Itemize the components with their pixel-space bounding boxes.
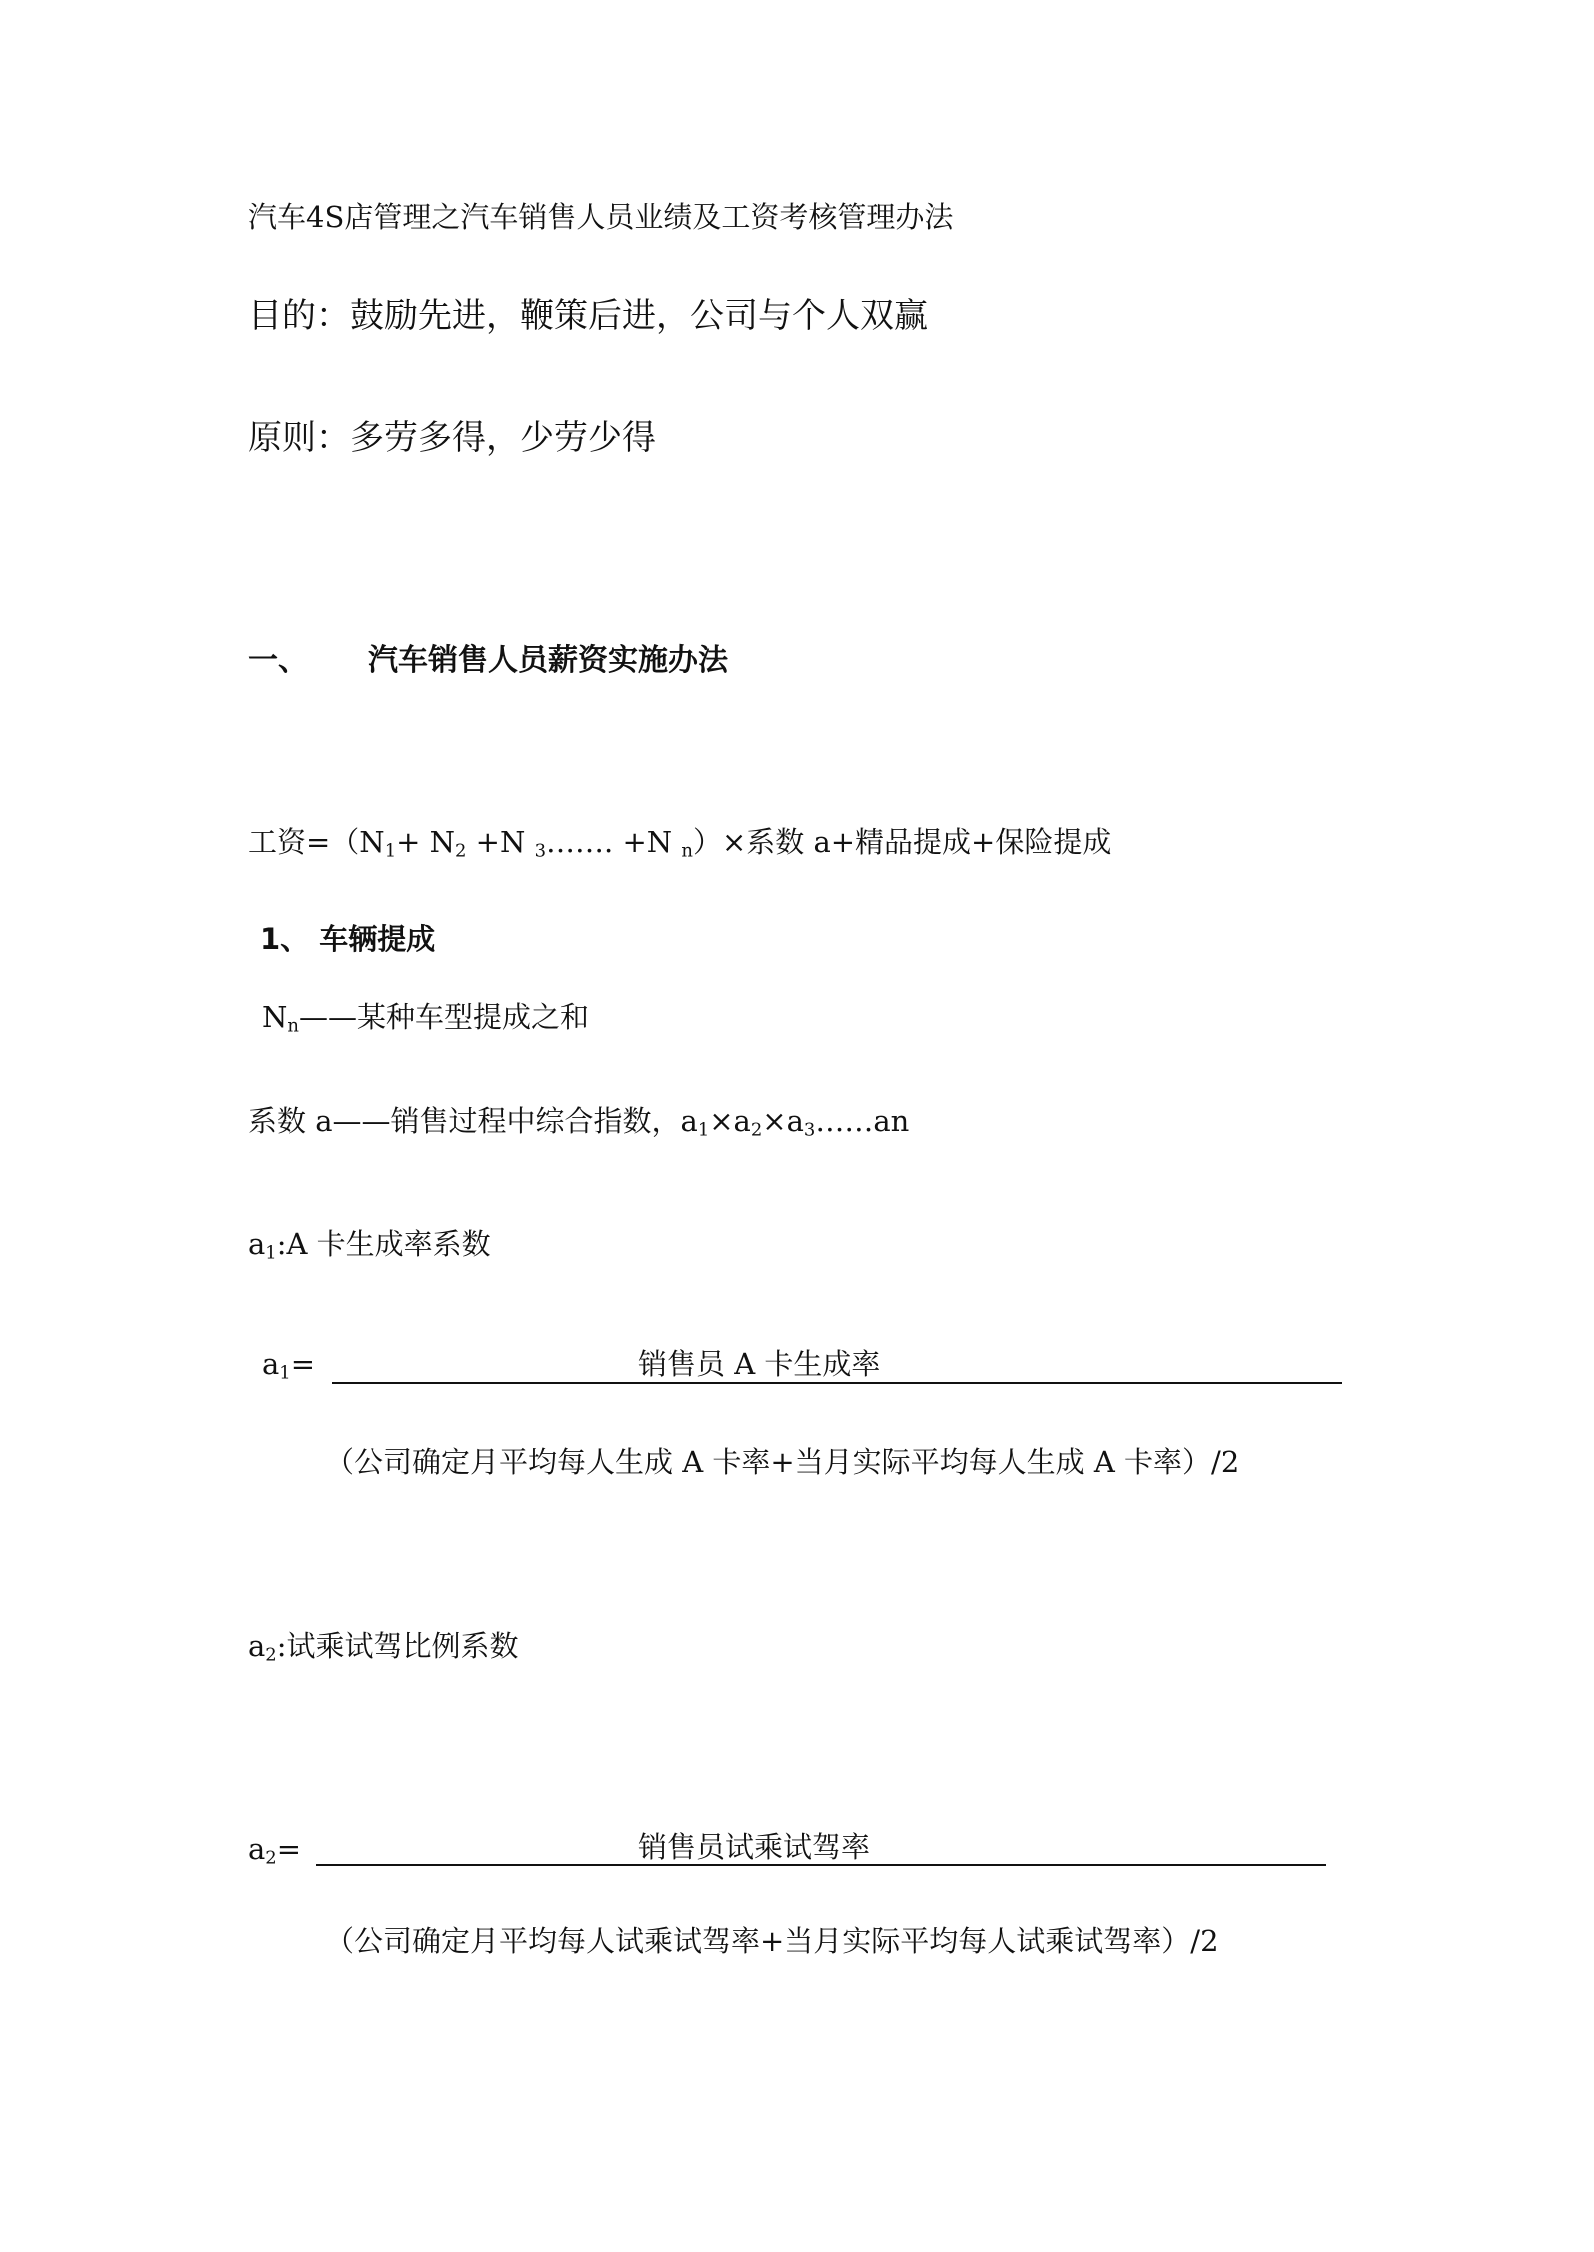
nn-text: ——某种车型提成之和 bbox=[298, 1000, 589, 1034]
a1-eq-sign: = bbox=[290, 1347, 316, 1381]
a1-denominator: （公司确定月平均每人生成 A 卡率+当月实际平均每人生成 A 卡率）/2 bbox=[325, 1445, 1240, 1479]
coef-part: ×a bbox=[762, 1104, 804, 1138]
a1-title-letter: a bbox=[248, 1227, 266, 1261]
a1-eq-letter: a bbox=[262, 1347, 280, 1381]
formula-subscript: n bbox=[681, 840, 693, 862]
a1-numerator: 销售员 A 卡生成率 bbox=[638, 1347, 881, 1381]
coef-part: ……an bbox=[815, 1104, 910, 1138]
nn-definition bbox=[262, 1000, 589, 1037]
principle-statement: 原则：多劳多得，少劳少得 bbox=[248, 418, 656, 458]
formula-part: + N bbox=[396, 825, 456, 859]
a2-eq-subscript: 2 bbox=[265, 1847, 277, 1869]
a2-title bbox=[248, 1629, 519, 1666]
a2-title-letter: a bbox=[248, 1629, 266, 1663]
nn-subscript: n bbox=[287, 1015, 299, 1037]
a2-equation-label bbox=[248, 1832, 302, 1869]
coef-subscript: 2 bbox=[750, 1119, 763, 1141]
coef-part: ×a bbox=[709, 1104, 751, 1138]
a2-eq-sign: = bbox=[276, 1832, 302, 1866]
formula-subscript: 1 bbox=[384, 840, 397, 862]
formula-part: +N bbox=[466, 825, 535, 859]
subsection-1-heading: 1、 车辆提成 bbox=[260, 922, 436, 956]
section-1-number: 一、 bbox=[248, 643, 308, 678]
coef-subscript: 3 bbox=[803, 1119, 816, 1141]
a1-title bbox=[248, 1227, 491, 1264]
document-title: 汽车4S店管理之汽车销售人员业绩及工资考核管理办法 bbox=[248, 200, 954, 234]
coefficient-definition bbox=[248, 1104, 910, 1141]
a2-denominator: （公司确定月平均每人试乘试驾率+当月实际平均每人试乘试驾率）/2 bbox=[325, 1924, 1219, 1958]
formula-part: ……. +N bbox=[546, 825, 682, 859]
a1-title-text: :A 卡生成率系数 bbox=[276, 1227, 491, 1261]
purpose-statement: 目的：鼓励先进，鞭策后进，公司与个人双赢 bbox=[248, 296, 928, 336]
formula-part: 工资=（N bbox=[248, 825, 385, 859]
a1-eq-subscript: 1 bbox=[279, 1362, 291, 1384]
salary-formula bbox=[248, 825, 1112, 862]
a1-title-subscript: 1 bbox=[265, 1242, 277, 1264]
nn-letter: N bbox=[262, 1000, 288, 1034]
coef-part: 系数 a——销售过程中综合指数，a bbox=[248, 1104, 698, 1138]
a1-fraction-bar bbox=[332, 1382, 1342, 1384]
a2-title-text: :试乘试驾比例系数 bbox=[276, 1629, 519, 1663]
a2-title-subscript: 2 bbox=[265, 1644, 277, 1666]
a1-equation-label bbox=[262, 1347, 316, 1384]
coef-subscript: 1 bbox=[697, 1119, 710, 1141]
a2-fraction-bar bbox=[316, 1864, 1326, 1866]
a2-eq-letter: a bbox=[248, 1832, 266, 1866]
formula-part: ）×系数 a+精品提成+保险提成 bbox=[692, 825, 1112, 859]
a2-numerator: 销售员试乘试驾率 bbox=[638, 1830, 871, 1864]
formula-subscript: 3 bbox=[534, 840, 547, 862]
formula-subscript: 2 bbox=[455, 840, 467, 862]
section-1-title: 汽车销售人员薪资实施办法 bbox=[368, 643, 728, 678]
